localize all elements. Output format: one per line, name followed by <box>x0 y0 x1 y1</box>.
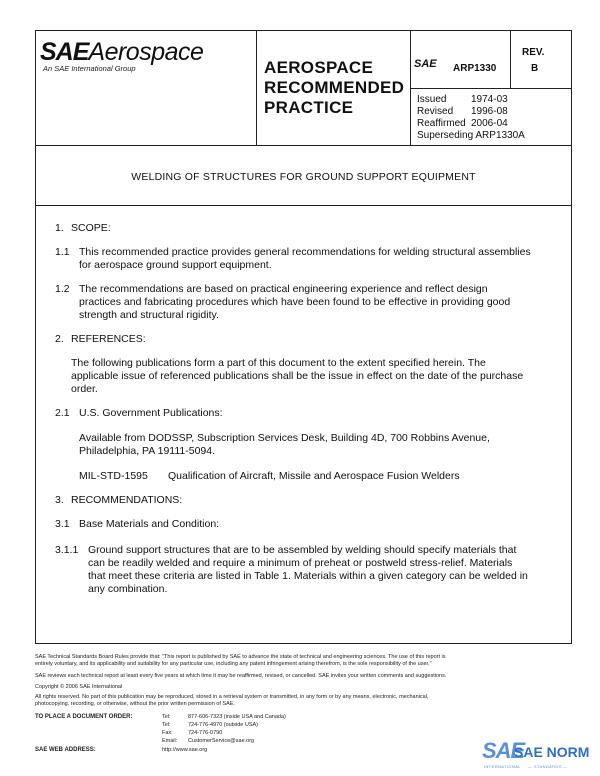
footer-review: SAE reviews each technical report at least every five years at which time it may be reaffirmed, revised, or cancelled. SAE invites your written comments and suggestions. <box>35 673 447 679</box>
mil-std-id: MIL-STD-1595 <box>79 470 148 482</box>
section-2-1-line2: Philadelphia, PA 19111-5094. <box>79 445 216 457</box>
web-address[interactable]: http://www.sae.org <box>162 747 208 753</box>
sae-norm-logo-mark: SAE <box>482 738 525 763</box>
doc-type-line3: PRACTICE <box>264 98 354 117</box>
web-label: SAE WEB ADDRESS: <box>35 747 96 753</box>
section-3-1-heading: Base Materials and Condition: <box>79 518 220 530</box>
section-3-1-1-line4: any combination. <box>88 583 168 595</box>
email-label: Email: <box>162 738 178 744</box>
section-3-1-1-line1: Ground support structures that are to be assembled by welding should specify materials that <box>88 544 517 556</box>
footer-copyright: Copyright © 2006 SAE International <box>35 684 123 690</box>
title-divider <box>35 205 572 206</box>
section-1-2-line3: strength and structural rigidity. <box>79 309 219 321</box>
section-1-1-line2: for aerospace ground support equipment. <box>79 259 272 271</box>
header-col-divider-3 <box>510 30 511 88</box>
tel-value-1: 877-606-7323 (inside USA and Canada) <box>188 714 286 720</box>
logo-subtitle: An SAE International Group <box>43 64 136 73</box>
section-2-1-heading: U.S. Government Publications: <box>79 407 223 419</box>
reaffirmed-label: Reaffirmed <box>417 118 466 129</box>
logo-sae-text: SAE <box>40 38 89 66</box>
section-2-1-number: 2.1 <box>55 407 70 419</box>
tel-label-2: Tel: <box>162 722 171 728</box>
section-1-number: 1. <box>55 222 64 234</box>
header-divider <box>35 145 572 146</box>
sae-aerospace-logo <box>40 38 203 67</box>
fax-label: Fax: <box>162 730 173 736</box>
section-2-line1: The following publications form a part of this document to the extent specified herein. The <box>71 357 486 369</box>
logo-aerospace-text: Aerospace <box>88 38 204 66</box>
section-3-1-1-number: 3.1.1 <box>55 544 79 556</box>
section-3-1-1-line3: that meet these criteria are listed in Table 1. Materials within a given category can be welded in <box>88 570 528 582</box>
header-col-divider-1 <box>256 30 257 145</box>
issued-label: Issued <box>417 94 447 105</box>
sae-mark: SAE <box>414 58 437 70</box>
sae-norm-logo-text: SAE NORM <box>514 744 590 760</box>
footer-rights-line1: All rights reserved. No part of this publication may be reproduced, stored in a retrieval system or transmitted, in any form or by any means, electronic, mechanical, <box>35 694 429 700</box>
section-3-number: 3. <box>55 494 64 506</box>
doc-type-line2: RECOMMENDED <box>264 78 405 97</box>
section-1-2-number: 1.2 <box>55 283 70 295</box>
revised-label: Revised <box>417 106 454 117</box>
section-3-1-number: 3.1 <box>55 518 70 530</box>
section-2-line3: order. <box>71 383 98 395</box>
section-2-heading: REFERENCES: <box>71 333 146 345</box>
section-1-1-line1: This recommended practice provides general recommendations for welding structural assemblies <box>79 246 531 258</box>
rev-value: B <box>531 63 539 74</box>
tel-label-1: Tel: <box>162 714 171 720</box>
issued-value: 1974-03 <box>471 94 508 105</box>
sae-norm-logo-sub-left: INTERNATIONAL <box>484 764 521 769</box>
section-2-line2: applicable issue of referenced publications shall be the issue in effect on the date of the purchase <box>71 370 524 382</box>
footer-rights-line2: photocopying, recording, or otherwise, without the prior written permission of SAE. <box>35 701 235 707</box>
doc-number: ARP1330 <box>453 63 497 74</box>
section-1-2-line2: practices and fabricating procedures which have been found to be effective in providing good <box>79 296 511 308</box>
order-label: TO PLACE A DOCUMENT ORDER: <box>35 714 133 720</box>
section-2-number: 2. <box>55 333 64 345</box>
revised-value: 1996-08 <box>471 106 508 117</box>
fax-value: 724-776-0790 <box>188 730 223 736</box>
section-3-heading: RECOMMENDATIONS: <box>71 494 183 506</box>
tel-value-2: 724-776-4970 (outside USA) <box>188 722 259 728</box>
section-1-1-number: 1.1 <box>55 246 70 258</box>
section-3-1-1-line2: can be readily welded and require a minimum of preheat or postweld stress-relief. Materials <box>88 557 513 569</box>
section-1-2-line1: The recommendations are based on practical engineering experience and reflect design <box>79 283 488 295</box>
doc-type-line1: AEROSPACE <box>264 58 374 77</box>
footer-rules-line1: SAE Technical Standards Board Rules provide that: "This report is published by SAE to advance the state of technical and engineering sciences. The use of this report is <box>35 654 446 660</box>
email-value[interactable]: CustomerService@sae.org <box>188 738 255 744</box>
mil-std-title: Qualification of Aircraft, Missile and Aerospace Fusion Welders <box>168 470 460 482</box>
document-title: WELDING OF STRUCTURES FOR GROUND SUPPORT EQUIPMENT <box>131 171 476 183</box>
section-2-1-line1: Available from DODSSP, Subscription Services Desk, Building 4D, 700 Robbins Avenue, <box>79 432 490 444</box>
reaffirmed-value: 2006-04 <box>471 118 508 129</box>
rev-label: REV. <box>522 47 545 58</box>
footer-rules-line2: entirely voluntary, and its applicability and suitability for any particular use, including any patent infringement arising therefrom, is the sole responsibility of the user." <box>35 661 432 667</box>
sae-norm-logo-sub-right: — STANDARDS — <box>528 764 568 769</box>
superseding: Superseding ARP1330A <box>417 130 525 141</box>
section-1-heading: SCOPE: <box>71 222 111 234</box>
header-row-divider <box>410 88 572 89</box>
